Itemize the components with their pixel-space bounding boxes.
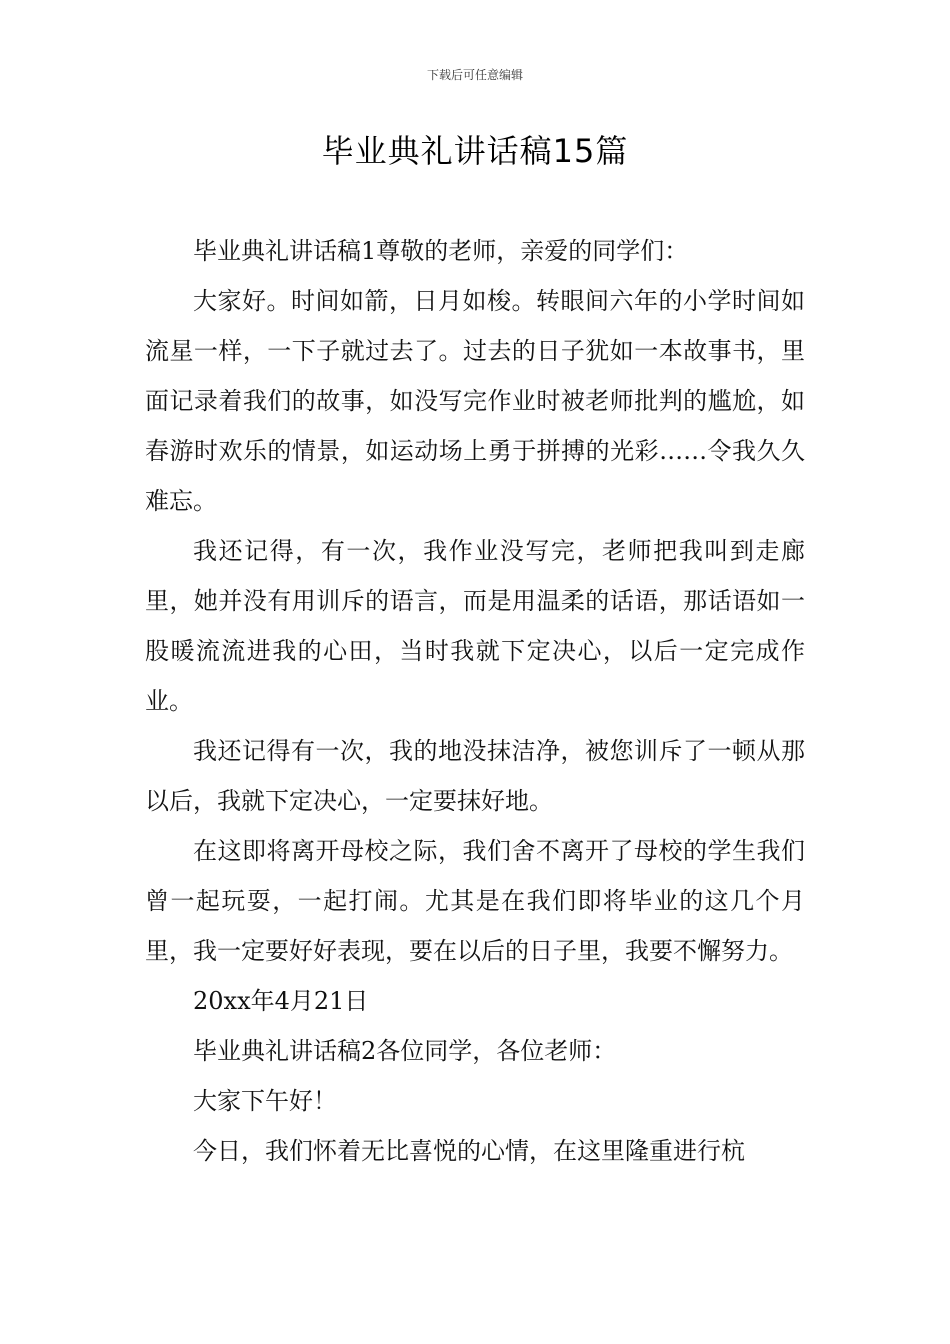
document-body <box>145 226 805 1176</box>
greeting-line: 大家下午好！ <box>193 1087 337 1115</box>
paragraph: 在这即将离开母校之际，我们舍不离开了母校的学生我们曾一起玩耍，一起打闹。尤其是在我们即将毕业的这几个月里，我一定要好好表现，要在以后的日子里，我要不懈努力。 <box>145 837 805 965</box>
document-title: 毕业典礼讲话稿15篇 <box>321 132 629 170</box>
paragraph: 大家好。时间如箭，日月如梭。转眼间六年的小学时间如流星一样，一下子就过去了。过去的日子犹如一本故事书，里面记录着我们的故事，如没写完作业时被老师批判的尴尬，如春游时欢乐的情景，如运动场上勇于拼搏的光彩……令我久久难忘。 <box>145 287 805 515</box>
paragraph: 我还记得，有一次，我作业没写完，老师把我叫到走廊里，她并没有用训斥的语言，而是用温柔的话语，那话语如一股暖流流进我的心田，当时我就下定决心，以后一定完成作业。 <box>145 537 805 715</box>
paragraph: 我还记得有一次，我的地没抹洁净，被您训斥了一顿从那以后，我就下定决心，一定要抹好地。 <box>145 737 805 815</box>
date-line: 20xx年4月21日 <box>193 987 369 1015</box>
paragraph-speech-1-heading: 毕业典礼讲话稿1尊敬的老师，亲爱的同学们： <box>193 237 689 265</box>
paragraph: 今日，我们怀着无比喜悦的心情，在这里隆重进行杭 <box>193 1137 745 1165</box>
paragraph-speech-2-heading: 毕业典礼讲话稿2各位同学，各位老师： <box>193 1037 617 1065</box>
header-note: 下载后可任意编辑 <box>426 68 523 82</box>
